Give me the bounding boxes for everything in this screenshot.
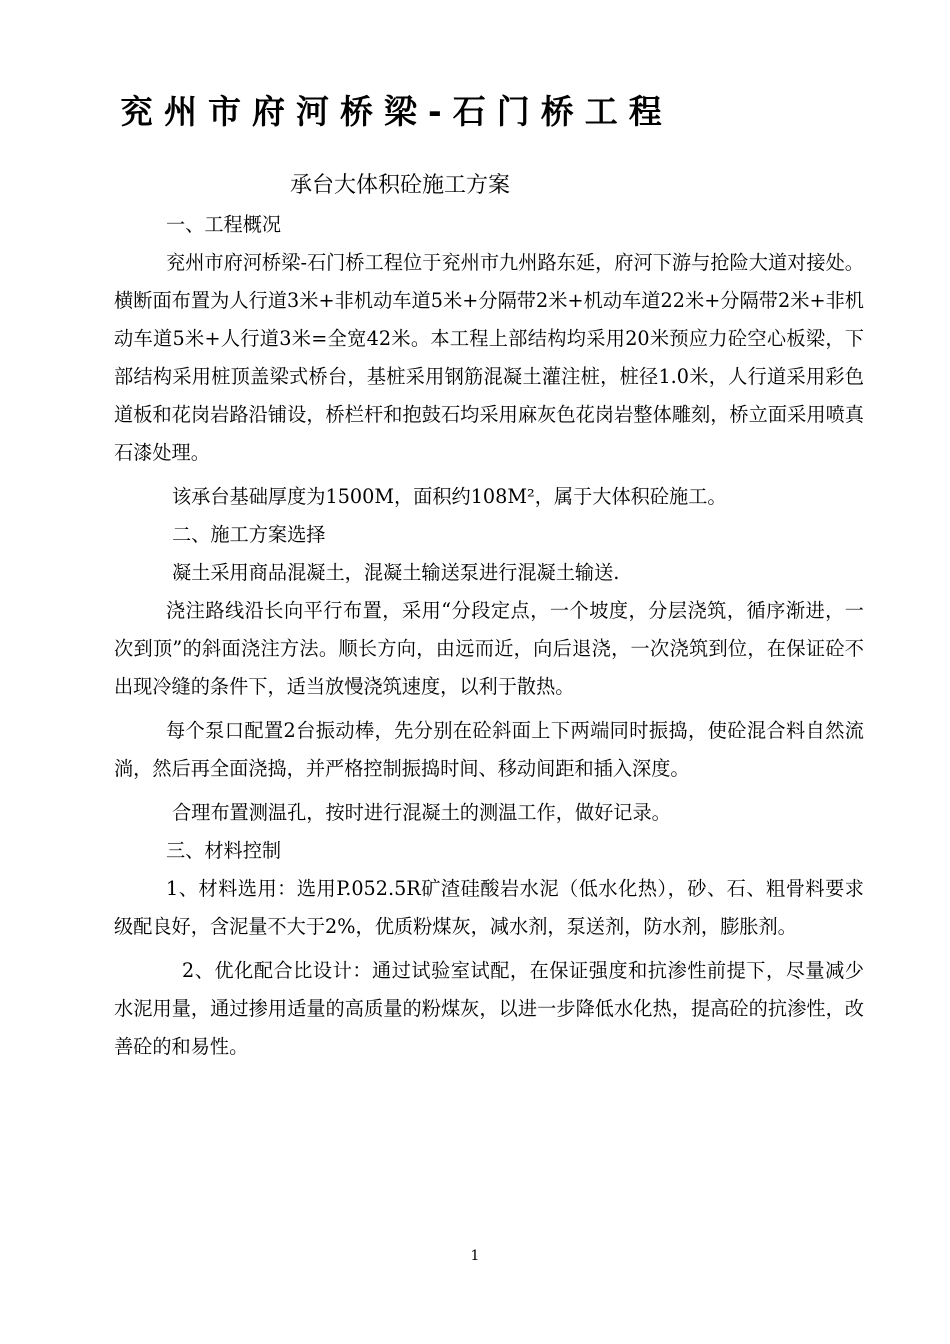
paragraph-concrete-supply: 凝土采用商品混凝土，混凝土输送泵进行混凝土输送.	[172, 561, 620, 584]
section-heading-1: 一、工程概况	[166, 213, 282, 236]
paragraph-vibration: 每个泵口配置2台振动棒，先分别在砼斜面上下两端同时振捣，使砼混合料自然流淌，然后再全面浇捣，并严格控制振捣时间、移动间距和插入深度。	[114, 719, 864, 780]
document-subtitle: 承台大体积砼施工方案	[290, 173, 511, 198]
document-body	[114, 206, 864, 1066]
paragraph-foundation: 该承台基础厚度为1500M，面积约108M²，属于大体积砼施工。	[172, 485, 727, 508]
section-heading-3: 三、材料控制	[166, 839, 282, 862]
section-heading-2: 二、施工方案选择	[172, 523, 326, 546]
paragraph-temperature: 合理布置测温孔，按时进行混凝土的测温工作，做好记录。	[172, 801, 671, 824]
document-title: 兖州市府河桥梁-石门桥工程	[120, 92, 673, 131]
paragraph-mix-design: 2、优化配合比设计：通过试验室试配，在保证强度和抗渗性前提下，尽量减少水泥用量，通过掺用适量的高质量的粉煤灰，以进一步降低水化热，提高砼的抗渗性，改善砼的和易性。	[114, 959, 864, 1058]
paragraph-pouring-method: 浇注路线沿长向平行布置，采用“分段定点，一个坡度，分层浇筑，循序渐进，一次到顶”的斜面浇注方法。顺长方向，由远而近，向后退浇，一次浇筑到位，在保证砼不出现冷缝的条件下，适当放慢浇筑速度，以利于散热。	[114, 599, 864, 698]
paragraph-material-selection: 1、材料选用：选用P.052.5R矿渣硅酸岩水泥（低水化热），砂、石、粗骨料要求级配良好，含泥量不大于2%，优质粉煤灰，减水剂，泵送剂，防水剂，膨胀剂。	[114, 877, 864, 938]
paragraph-overview: 兖州市府河桥梁-石门桥工程位于兖州市九州路东延，府河下游与抢险大道对接处。横断面布置为人行道3米+非机动车道5米+分隔带2米+机动车道22米+分隔带2米+非机动车道5米+人行道3米=全宽42米。本工程上部结构均采用20米预应力砼空心板梁，下部结构采用桩顶盖梁式桥台，基桩采用钢筋混凝土灌注桩，桩径1.0米，人行道采用彩色道板和花岗岩路沿铺设，桥栏杆和抱鼓石均采用麻灰色花岗岩整体雕刻，桥立面采用喷真石漆处理。	[114, 251, 864, 464]
page-number: 1	[470, 1248, 480, 1264]
